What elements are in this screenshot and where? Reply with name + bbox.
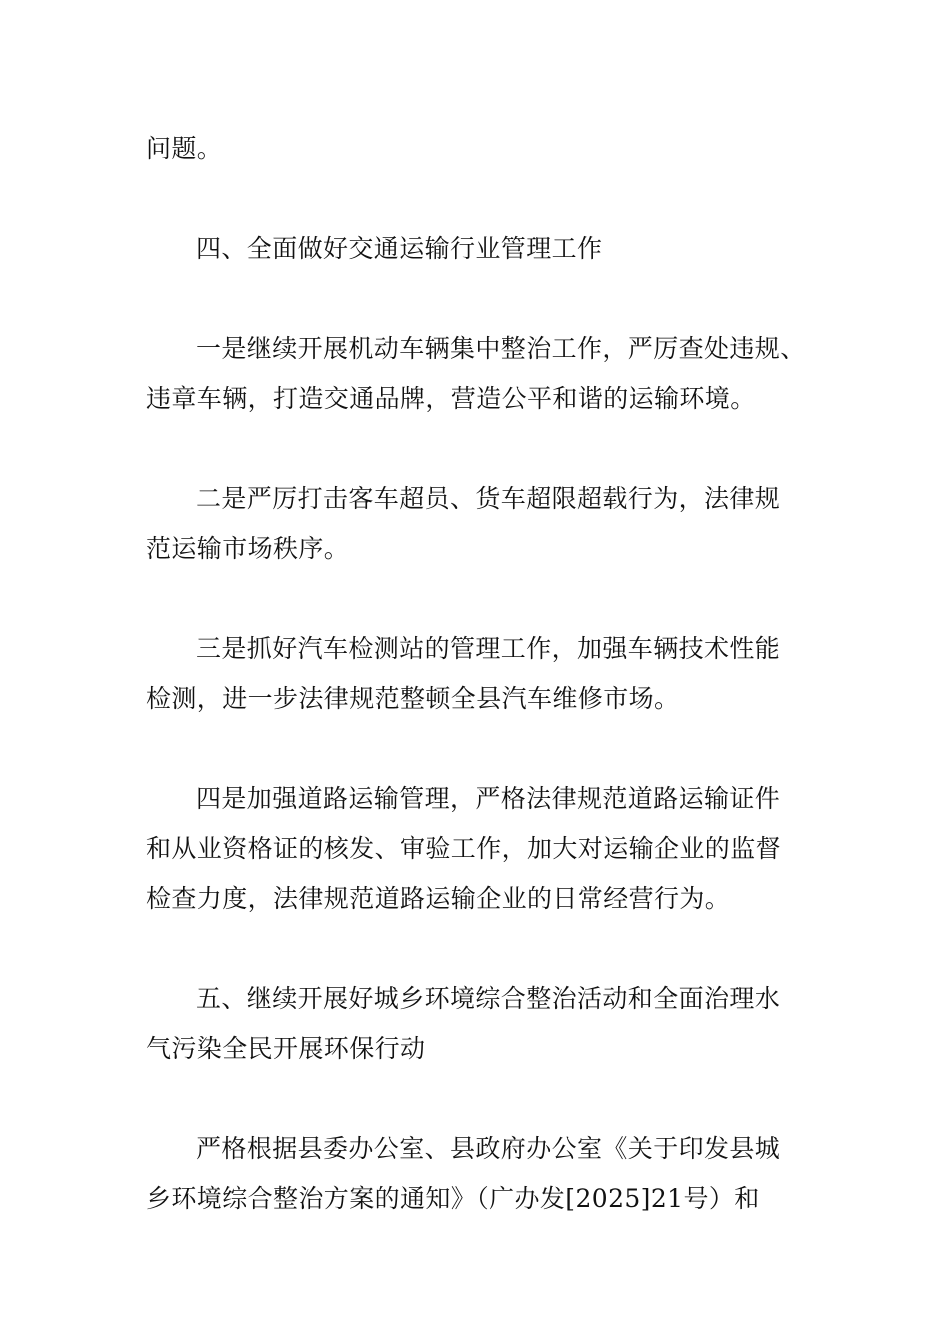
text-line: 检查力度，法律规范道路运输企业的日常经营行为。 — [146, 884, 731, 913]
text-line: 严格根据县委办公室、县政府办公室《关于印发县城 — [196, 1134, 781, 1163]
text-line: 和从业资格证的核发、审验工作，加大对运输企业的监督 — [146, 834, 782, 863]
text-line: 问题。 — [146, 134, 223, 163]
section-heading: 五、继续开展好城乡环境综合整治活动和全面治理水 — [196, 984, 781, 1013]
text-line: 乡环境综合整治方案的通知》（广办发[2025]21号）和 — [146, 1184, 760, 1213]
text-line: 四是加强道路运输管理，严格法律规范道路运输证件 — [196, 784, 781, 813]
section-heading: 气污染全民开展环保行动 — [146, 1034, 426, 1063]
text-line: 范运输市场秩序。 — [146, 534, 350, 563]
text-line: 一是继续开展机动车辆集中整治工作，严厉查处违规、 — [196, 334, 806, 363]
text-line: 违章车辆，打造交通品牌，营造公平和谐的运输环境。 — [146, 384, 756, 413]
text-line: 检测，进一步法律规范整顿全县汽车维修市场。 — [146, 684, 680, 713]
text-line: 三是抓好汽车检测站的管理工作，加强车辆技术性能 — [196, 634, 781, 663]
section-heading: 四、全面做好交通运输行业管理工作 — [196, 234, 603, 263]
text-line: 二是严厉打击客车超员、货车超限超载行为，法律规 — [196, 484, 781, 513]
